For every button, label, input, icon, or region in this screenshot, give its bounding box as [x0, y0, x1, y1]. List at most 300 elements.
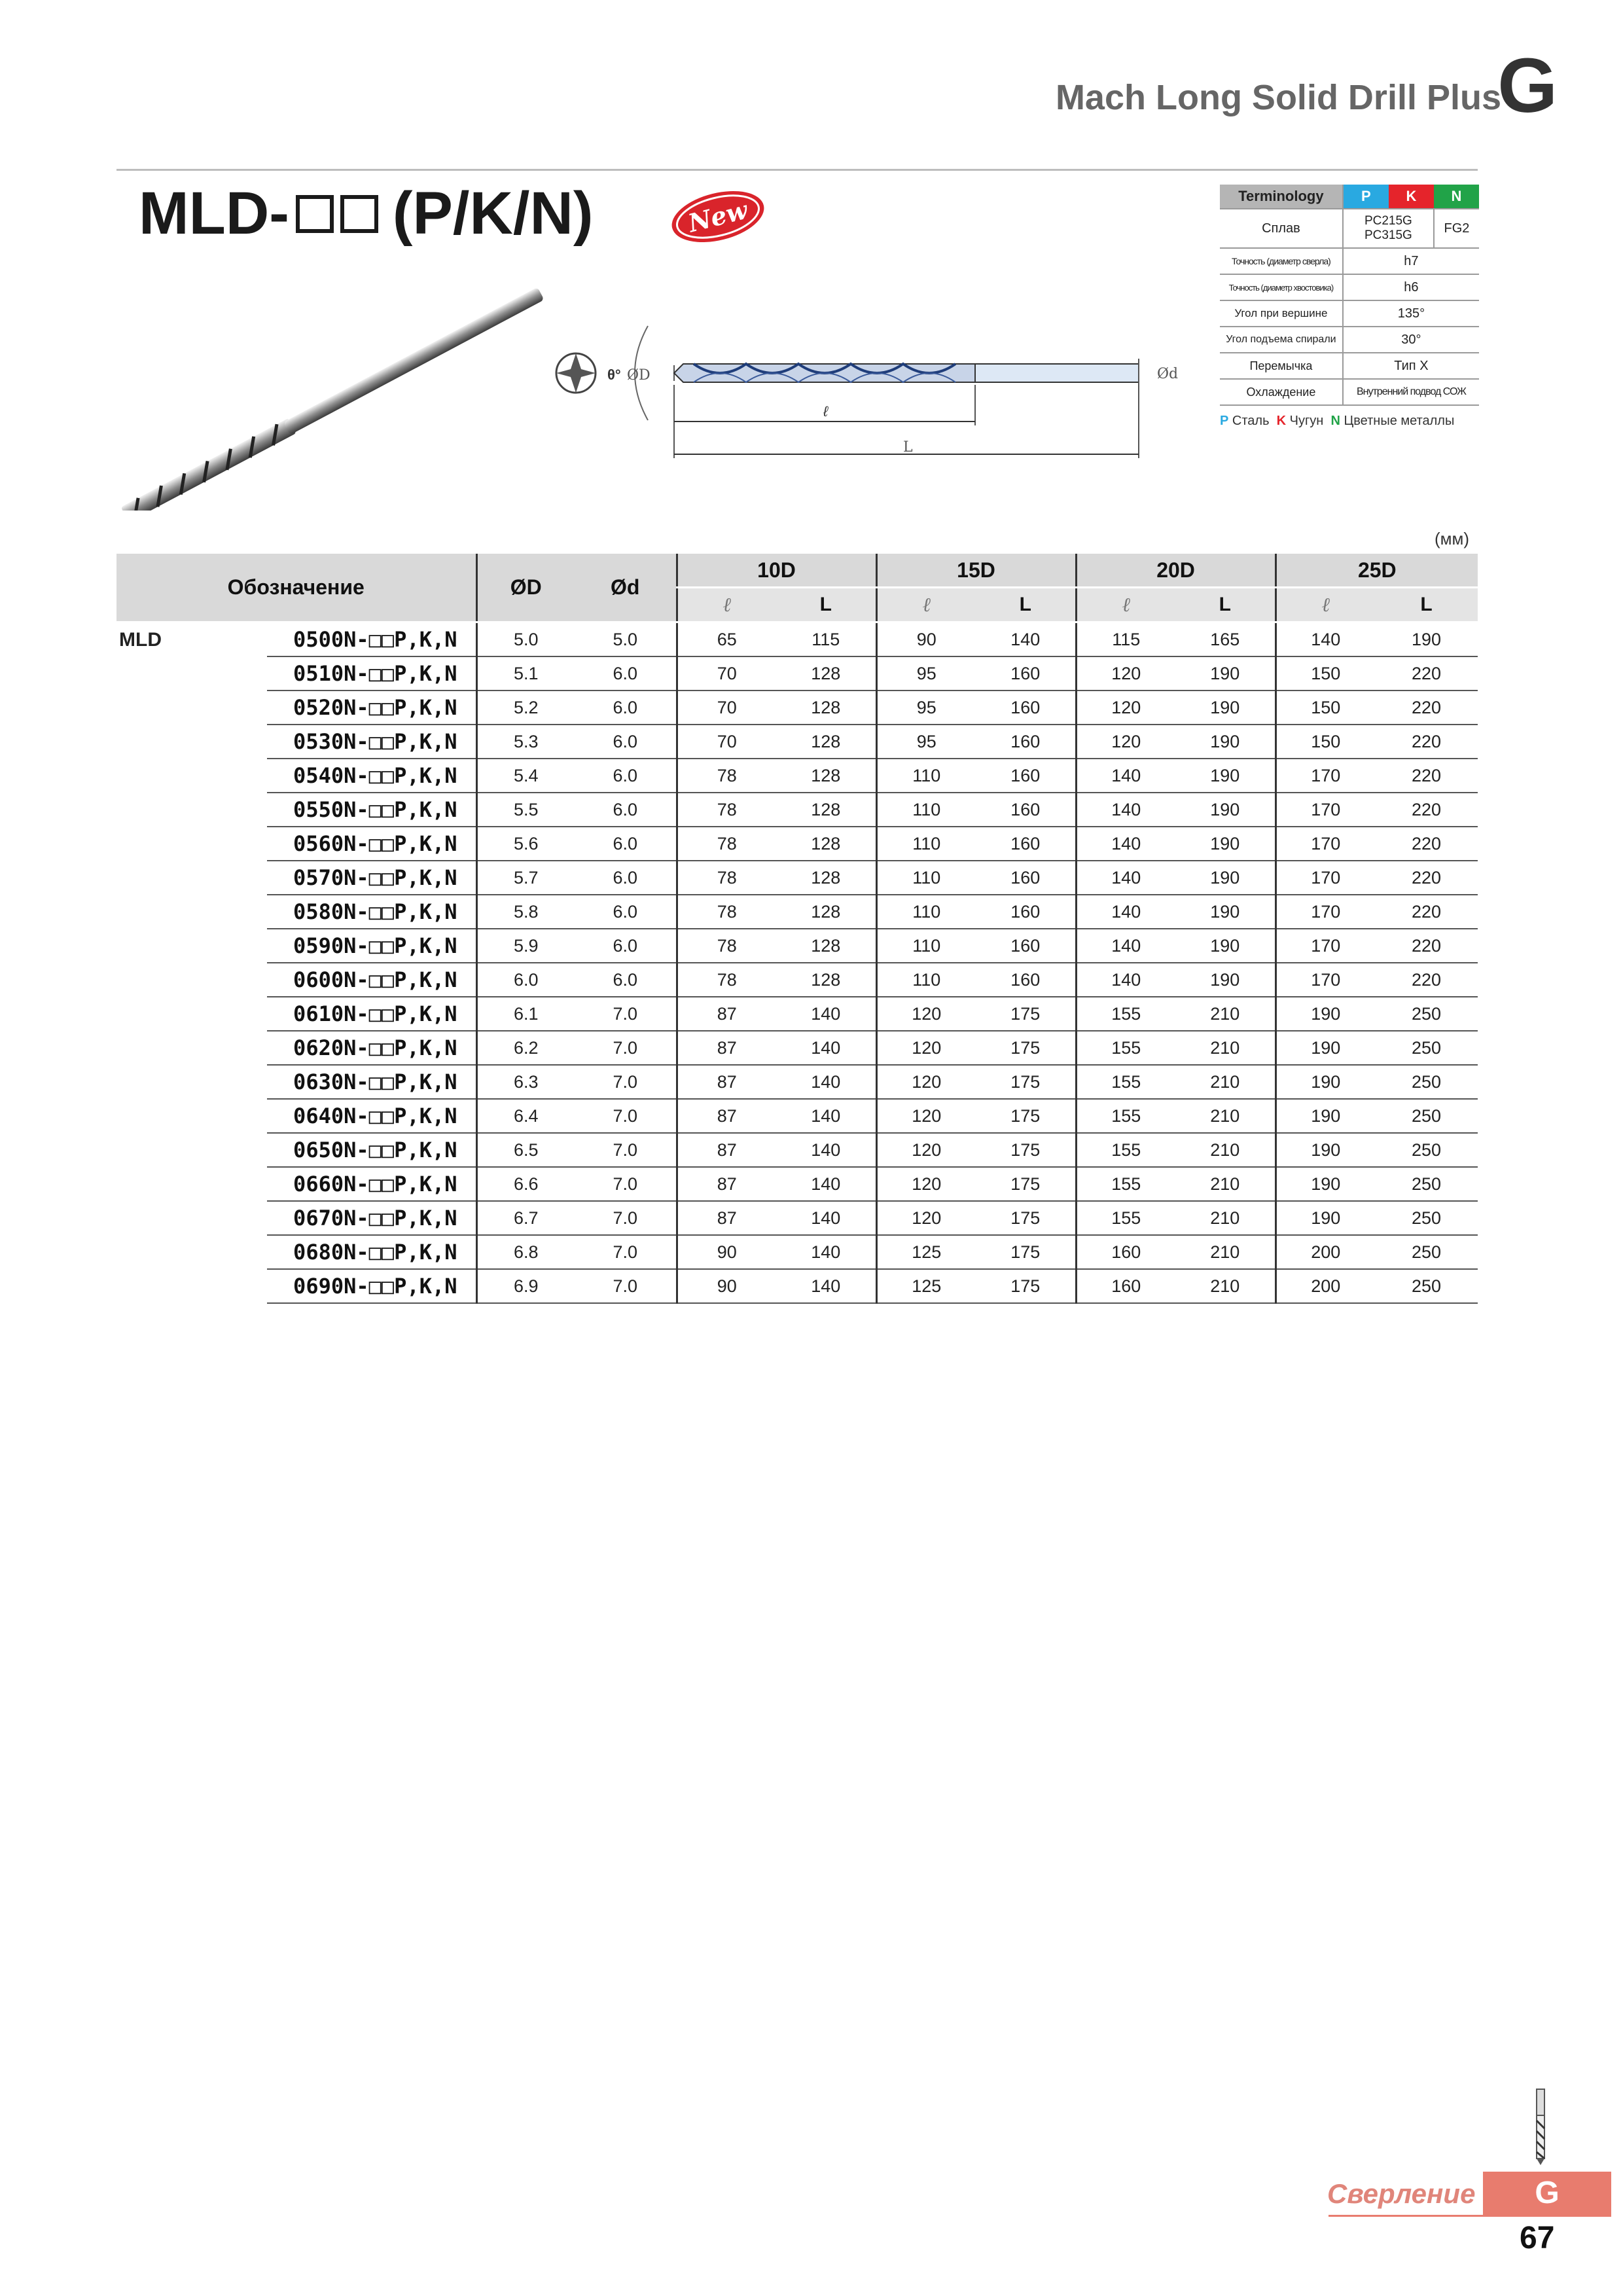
series-cell [116, 1133, 267, 1167]
flute-length-cell: 190 [1275, 1201, 1375, 1235]
overall-length-cell: 175 [976, 1099, 1076, 1133]
point-angle-label: θ° [607, 367, 621, 383]
designation-cell: 0640N-□□P,K,N [267, 1099, 476, 1133]
col-p: P [1343, 185, 1389, 209]
overall-length-cell: 220 [1375, 793, 1478, 827]
overall-length-cell: 160 [976, 656, 1076, 691]
overall-length-cell: 210 [1175, 1031, 1275, 1065]
overall-length-cell: 140 [776, 1269, 876, 1303]
flute-length-cell: 87 [677, 1031, 776, 1065]
table-row [116, 1167, 1478, 1201]
overall-length-cell: 175 [976, 997, 1076, 1031]
table-row [116, 656, 1478, 691]
table-row [116, 1133, 1478, 1167]
overall-length-cell: 210 [1175, 1269, 1275, 1303]
flute-length-cell: 87 [677, 1065, 776, 1099]
overall-length-cell: 220 [1375, 691, 1478, 725]
flute-length-cell: 87 [677, 997, 776, 1031]
flute-length-cell: 155 [1076, 1031, 1175, 1065]
series-cell [116, 963, 267, 997]
dimensions-table [116, 554, 1478, 1304]
diameter-d-cell: 7.0 [575, 1065, 677, 1099]
overall-length-cell: 250 [1375, 1099, 1478, 1133]
spec-label: Точность (диаметр сверла) [1220, 248, 1343, 274]
diameter-D-cell: 6.8 [476, 1235, 575, 1269]
series-cell [116, 1065, 267, 1099]
flute-length-cell: 120 [876, 1201, 976, 1235]
overall-length-cell: 220 [1375, 725, 1478, 759]
designation-cell: 0500N-□□P,K,N [267, 622, 476, 657]
diameter-D-cell: 5.7 [476, 861, 575, 895]
flute-length-cell: 150 [1275, 691, 1375, 725]
table-row [116, 929, 1478, 963]
diameter-d-cell: 7.0 [575, 1031, 677, 1065]
spec-value: Внутренний подвод СОЖ [1343, 379, 1479, 405]
table-row [116, 1201, 1478, 1235]
table-row [116, 622, 1478, 657]
drill-icon [1530, 2088, 1551, 2166]
overall-length-cell: 175 [976, 1201, 1076, 1235]
designation-cell: 0540N-□□P,K,N [267, 759, 476, 793]
legend-k-text: Чугун [1289, 414, 1324, 428]
flute-length-cell: 70 [677, 691, 776, 725]
series-cell [116, 861, 267, 895]
flute-length-cell: 170 [1275, 895, 1375, 929]
diameter-d-cell: 6.0 [575, 793, 677, 827]
header-d: Ød [575, 554, 677, 622]
section-tab: G [1483, 2172, 1611, 2215]
flute-length-cell: 87 [677, 1201, 776, 1235]
flute-length-cell: 120 [876, 1099, 976, 1133]
header-l: ℓ [677, 588, 776, 622]
designation-cell: 0570N-□□P,K,N [267, 861, 476, 895]
diameter-D-cell: 5.8 [476, 895, 575, 929]
table-row [116, 1269, 1478, 1303]
material-legend [1220, 414, 1454, 429]
header-L: L [1375, 588, 1478, 622]
overall-length-cell: 160 [976, 963, 1076, 997]
overall-length-cell: 140 [776, 997, 876, 1031]
overall-length-cell: 220 [1375, 929, 1478, 963]
product-suffix: (P/K/N) [392, 180, 594, 247]
spec-value: 30° [1343, 327, 1479, 353]
overall-length-cell: 190 [1175, 895, 1275, 929]
diameter-D-cell: 6.9 [476, 1269, 575, 1303]
table-row [116, 997, 1478, 1031]
designation-cell: 0610N-□□P,K,N [267, 997, 476, 1031]
overall-length-cell: 250 [1375, 1133, 1478, 1167]
diameter-D-cell: 6.6 [476, 1167, 575, 1201]
flute-length-cell: 110 [876, 827, 976, 861]
flute-length-cell: 90 [677, 1269, 776, 1303]
overall-length-cell: 250 [1375, 1167, 1478, 1201]
header-L: L [976, 588, 1076, 622]
legend-k: K [1276, 414, 1287, 428]
designation-cell: 0580N-□□P,K,N [267, 895, 476, 929]
product-prefix: MLD- [139, 180, 289, 247]
dia-d-label: Ød [1157, 366, 1179, 382]
overall-length-cell: 250 [1375, 1201, 1478, 1235]
flute-length-cell: 140 [1076, 759, 1175, 793]
flute-length-cell: 120 [1076, 691, 1175, 725]
new-badge [669, 188, 767, 245]
header-divider [116, 169, 1478, 171]
series-cell [116, 1099, 267, 1133]
flute-length-cell: 125 [876, 1269, 976, 1303]
product-title [139, 179, 594, 248]
diameter-D-cell: 6.2 [476, 1031, 575, 1065]
dia-D-label: ØD [627, 367, 651, 384]
table-row [116, 895, 1478, 929]
flute-length-cell: 90 [876, 622, 976, 657]
flute-length-cell: 70 [677, 656, 776, 691]
overall-length-cell: 210 [1175, 1167, 1275, 1201]
overall-length-cell: 220 [1375, 656, 1478, 691]
overall-length-cell: 140 [776, 1167, 876, 1201]
diameter-d-cell: 7.0 [575, 1201, 677, 1235]
overall-length-cell: 128 [776, 929, 876, 963]
diameter-d-cell: 7.0 [575, 1235, 677, 1269]
overall-length-cell: 128 [776, 793, 876, 827]
overall-length-cell: 140 [776, 1133, 876, 1167]
overall-length-cell: 160 [976, 827, 1076, 861]
table-row [116, 1099, 1478, 1133]
overall-length-cell: 190 [1175, 725, 1275, 759]
spec-value: PC215G PC315G [1343, 209, 1434, 248]
designation-cell: 0510N-□□P,K,N [267, 656, 476, 691]
flute-length-cell: 78 [677, 963, 776, 997]
designation-cell: 0530N-□□P,K,N [267, 725, 476, 759]
designation-cell: 0620N-□□P,K,N [267, 1031, 476, 1065]
overall-length-cell: 220 [1375, 759, 1478, 793]
overall-length-cell: 210 [1175, 1065, 1275, 1099]
flute-length-cell: 155 [1076, 1167, 1175, 1201]
section-name: Сверление [1327, 2178, 1476, 2209]
overall-length-cell: 175 [976, 1065, 1076, 1099]
overall-length-cell: 160 [976, 929, 1076, 963]
designation-cell: 0660N-□□P,K,N [267, 1167, 476, 1201]
table-row [116, 1235, 1478, 1269]
flute-length-cell: 120 [1076, 725, 1175, 759]
flute-length-cell: 140 [1076, 929, 1175, 963]
legend-p-text: Сталь [1232, 414, 1270, 428]
flute-length-cell: 190 [1275, 1031, 1375, 1065]
overall-length-cell: 128 [776, 759, 876, 793]
overall-length-cell: 250 [1375, 1235, 1478, 1269]
flute-length-cell: 78 [677, 827, 776, 861]
spec-label: Перемычка [1220, 353, 1343, 379]
flute-length-cell: 87 [677, 1099, 776, 1133]
flute-length-cell: 140 [1275, 622, 1375, 657]
designation-cell: 0520N-□□P,K,N [267, 691, 476, 725]
overall-length-cell: 160 [976, 759, 1076, 793]
flute-length-cell: 110 [876, 759, 976, 793]
flute-length-cell: 170 [1275, 929, 1375, 963]
series-cell: MLD [119, 628, 162, 651]
header-group-25D: 25D [1275, 554, 1478, 588]
spec-value: h6 [1343, 274, 1479, 300]
table-row [116, 827, 1478, 861]
overall-length-cell: 175 [976, 1031, 1076, 1065]
overall-length-cell: 220 [1375, 861, 1478, 895]
flute-length-cell: 110 [876, 929, 976, 963]
designation-cell: 0600N-□□P,K,N [267, 963, 476, 997]
page-number: 67 [1520, 2221, 1555, 2255]
overall-length-cell: 128 [776, 895, 876, 929]
overall-length-cell: 190 [1175, 861, 1275, 895]
overall-length-cell: 250 [1375, 1065, 1478, 1099]
overall-length-cell: 160 [976, 895, 1076, 929]
flute-length-cell: 120 [876, 1065, 976, 1099]
unit-label: (мм) [1435, 529, 1470, 548]
table-row [116, 759, 1478, 793]
overall-length-cell: 160 [976, 691, 1076, 725]
overall-length-cell: 140 [776, 1065, 876, 1099]
diameter-d-cell: 6.0 [575, 759, 677, 793]
overall-length-cell: 190 [1175, 759, 1275, 793]
flute-length-cell: 190 [1275, 1133, 1375, 1167]
overall-length-label: L [903, 439, 913, 456]
flute-length-cell: 87 [677, 1167, 776, 1201]
overall-length-cell: 128 [776, 861, 876, 895]
flute-length-cell: 190 [1275, 1167, 1375, 1201]
flute-length-cell: 140 [1076, 963, 1175, 997]
header-group-15D: 15D [876, 554, 1076, 588]
table-row [116, 1031, 1478, 1065]
overall-length-cell: 175 [976, 1133, 1076, 1167]
header-D: ØD [476, 554, 575, 622]
flute-length-cell: 78 [677, 793, 776, 827]
designation-cell: 0670N-□□P,K,N [267, 1201, 476, 1235]
diameter-D-cell: 5.3 [476, 725, 575, 759]
series-cell [116, 1031, 267, 1065]
flute-length-cell: 120 [1076, 656, 1175, 691]
flute-length-cell: 170 [1275, 759, 1375, 793]
table-row [116, 963, 1478, 997]
flute-length-cell: 110 [876, 861, 976, 895]
overall-length-cell: 140 [776, 1201, 876, 1235]
flute-length-cell: 170 [1275, 827, 1375, 861]
spec-label: Угол подъема спирали [1220, 327, 1343, 353]
diameter-d-cell: 6.0 [575, 656, 677, 691]
flute-length-cell: 95 [876, 725, 976, 759]
diameter-D-cell: 5.0 [476, 622, 575, 657]
overall-length-cell: 160 [976, 793, 1076, 827]
flute-length-cell: 120 [876, 1031, 976, 1065]
series-cell [116, 1269, 267, 1303]
overall-length-cell: 175 [976, 1269, 1076, 1303]
diameter-d-cell: 7.0 [575, 997, 677, 1031]
overall-length-cell: 190 [1175, 827, 1275, 861]
diameter-D-cell: 5.2 [476, 691, 575, 725]
flute-length-cell: 140 [1076, 861, 1175, 895]
legend-p: P [1220, 414, 1229, 428]
diameter-D-cell: 6.7 [476, 1201, 575, 1235]
flute-length-cell: 110 [876, 793, 976, 827]
table-row [116, 691, 1478, 725]
flute-length-cell: 155 [1076, 1099, 1175, 1133]
table-row [116, 1065, 1478, 1099]
overall-length-cell: 220 [1375, 963, 1478, 997]
flute-length-cell: 78 [677, 759, 776, 793]
flute-length-cell: 200 [1275, 1269, 1375, 1303]
diameter-D-cell: 6.3 [476, 1065, 575, 1099]
overall-length-cell: 250 [1375, 1269, 1478, 1303]
flute-length-cell: 110 [876, 963, 976, 997]
designation-cell: 0560N-□□P,K,N [267, 827, 476, 861]
diameter-D-cell: 5.5 [476, 793, 575, 827]
overall-length-cell: 250 [1375, 1031, 1478, 1065]
designation-cell: 0550N-□□P,K,N [267, 793, 476, 827]
series-cell [116, 691, 267, 725]
header-L: L [776, 588, 876, 622]
designation-cell: 0680N-□□P,K,N [267, 1235, 476, 1269]
col-n: N [1434, 185, 1479, 209]
flute-length-cell: 160 [1076, 1235, 1175, 1269]
diameter-d-cell: 7.0 [575, 1167, 677, 1201]
flute-length-cell: 110 [876, 895, 976, 929]
flute-length-cell: 120 [876, 1133, 976, 1167]
diameter-D-cell: 6.4 [476, 1099, 575, 1133]
flute-length-cell: 155 [1076, 1201, 1175, 1235]
overall-length-cell: 190 [1175, 929, 1275, 963]
designation-cell: 0630N-□□P,K,N [267, 1065, 476, 1099]
spec-label: Точность (диаметр хвостовика) [1220, 274, 1343, 300]
spec-label: Охлаждение [1220, 379, 1343, 405]
new-badge-text: New [685, 194, 751, 238]
series-cell [116, 997, 267, 1031]
overall-length-cell: 190 [1175, 656, 1275, 691]
table-row [116, 861, 1478, 895]
flute-length-cell: 200 [1275, 1235, 1375, 1269]
flute-length-cell: 120 [876, 997, 976, 1031]
diameter-d-cell: 6.0 [575, 827, 677, 861]
overall-length-cell: 190 [1175, 963, 1275, 997]
header-l: ℓ [1076, 588, 1175, 622]
diameter-d-cell: 5.0 [575, 622, 677, 657]
overall-length-cell: 210 [1175, 1133, 1275, 1167]
series-cell [116, 656, 267, 691]
overall-length-cell: 128 [776, 827, 876, 861]
flute-length-cell: 190 [1275, 1065, 1375, 1099]
col-k: K [1389, 185, 1434, 209]
series-cell [116, 827, 267, 861]
header-group-20D: 20D [1076, 554, 1275, 588]
table-row [116, 793, 1478, 827]
series-cell [116, 929, 267, 963]
overall-length-cell: 160 [976, 861, 1076, 895]
flute-length-cell: 65 [677, 622, 776, 657]
legend-n-text: Цветные металлы [1344, 414, 1455, 428]
header-group-10D: 10D [677, 554, 876, 588]
diameter-D-cell: 5.9 [476, 929, 575, 963]
spec-value: FG2 [1434, 209, 1479, 248]
footer-divider [1329, 2215, 1611, 2217]
spec-table [1220, 185, 1479, 406]
designation-cell: 0690N-□□P,K,N [267, 1269, 476, 1303]
overall-length-cell: 210 [1175, 997, 1275, 1031]
flute-length-cell: 140 [1076, 827, 1175, 861]
diameter-d-cell: 7.0 [575, 1133, 677, 1167]
overall-length-cell: 190 [1175, 793, 1275, 827]
header-L: L [1175, 588, 1275, 622]
flute-length-cell: 190 [1275, 1099, 1375, 1133]
diameter-d-cell: 7.0 [575, 1269, 677, 1303]
flute-length-cell: 155 [1076, 997, 1175, 1031]
diameter-D-cell: 5.1 [476, 656, 575, 691]
spec-label: Угол при вершине [1220, 300, 1343, 327]
overall-length-cell: 210 [1175, 1235, 1275, 1269]
header-l: ℓ [876, 588, 976, 622]
diameter-d-cell: 7.0 [575, 1099, 677, 1133]
overall-length-cell: 140 [976, 622, 1076, 657]
flute-length-cell: 170 [1275, 793, 1375, 827]
series-cell [116, 725, 267, 759]
spec-value: h7 [1343, 248, 1479, 274]
drill-drawing [550, 306, 1198, 470]
flute-length-cell: 155 [1076, 1133, 1175, 1167]
terminology-header: Terminology [1220, 185, 1343, 209]
diameter-D-cell: 5.4 [476, 759, 575, 793]
flute-length-cell: 115 [1076, 622, 1175, 657]
diameter-d-cell: 6.0 [575, 861, 677, 895]
series-cell [116, 1235, 267, 1269]
flute-length-cell: 120 [876, 1167, 976, 1201]
flute-length-cell: 140 [1076, 895, 1175, 929]
placeholder-box [340, 195, 378, 233]
header-l: ℓ [1275, 588, 1375, 622]
table-row [116, 725, 1478, 759]
flute-length-cell: 78 [677, 861, 776, 895]
overall-length-cell: 210 [1175, 1201, 1275, 1235]
flute-length-cell: 95 [876, 656, 976, 691]
designation-cell: 0650N-□□P,K,N [267, 1133, 476, 1167]
spec-value: Тип X [1343, 353, 1479, 379]
flute-length-cell: 125 [876, 1235, 976, 1269]
legend-n: N [1330, 414, 1340, 428]
overall-length-cell: 128 [776, 963, 876, 997]
flute-length-cell: 170 [1275, 963, 1375, 997]
overall-length-cell: 160 [976, 725, 1076, 759]
diameter-d-cell: 6.0 [575, 725, 677, 759]
flute-length-cell: 190 [1275, 997, 1375, 1031]
diameter-D-cell: 6.1 [476, 997, 575, 1031]
overall-length-cell: 128 [776, 725, 876, 759]
flute-length-cell: 70 [677, 725, 776, 759]
overall-length-cell: 140 [776, 1031, 876, 1065]
flute-length-cell: 160 [1076, 1269, 1175, 1303]
overall-length-cell: 140 [776, 1235, 876, 1269]
overall-length-cell: 210 [1175, 1099, 1275, 1133]
diameter-D-cell: 6.5 [476, 1133, 575, 1167]
designation-cell: 0590N-□□P,K,N [267, 929, 476, 963]
header-designation: Обозначение [116, 554, 476, 622]
overall-length-cell: 128 [776, 656, 876, 691]
overall-length-cell: 175 [976, 1235, 1076, 1269]
section-letter: G [1497, 43, 1558, 129]
flute-length-cell: 95 [876, 691, 976, 725]
flute-length-cell: 78 [677, 895, 776, 929]
diameter-D-cell: 5.6 [476, 827, 575, 861]
flute-length-cell: 78 [677, 929, 776, 963]
overall-length-cell: 175 [976, 1167, 1076, 1201]
flute-length-cell: 87 [677, 1133, 776, 1167]
diameter-d-cell: 6.0 [575, 691, 677, 725]
overall-length-cell: 165 [1175, 622, 1275, 657]
overall-length-cell: 140 [776, 1099, 876, 1133]
flute-length-label: ℓ [823, 403, 829, 420]
series-cell [116, 1201, 267, 1235]
